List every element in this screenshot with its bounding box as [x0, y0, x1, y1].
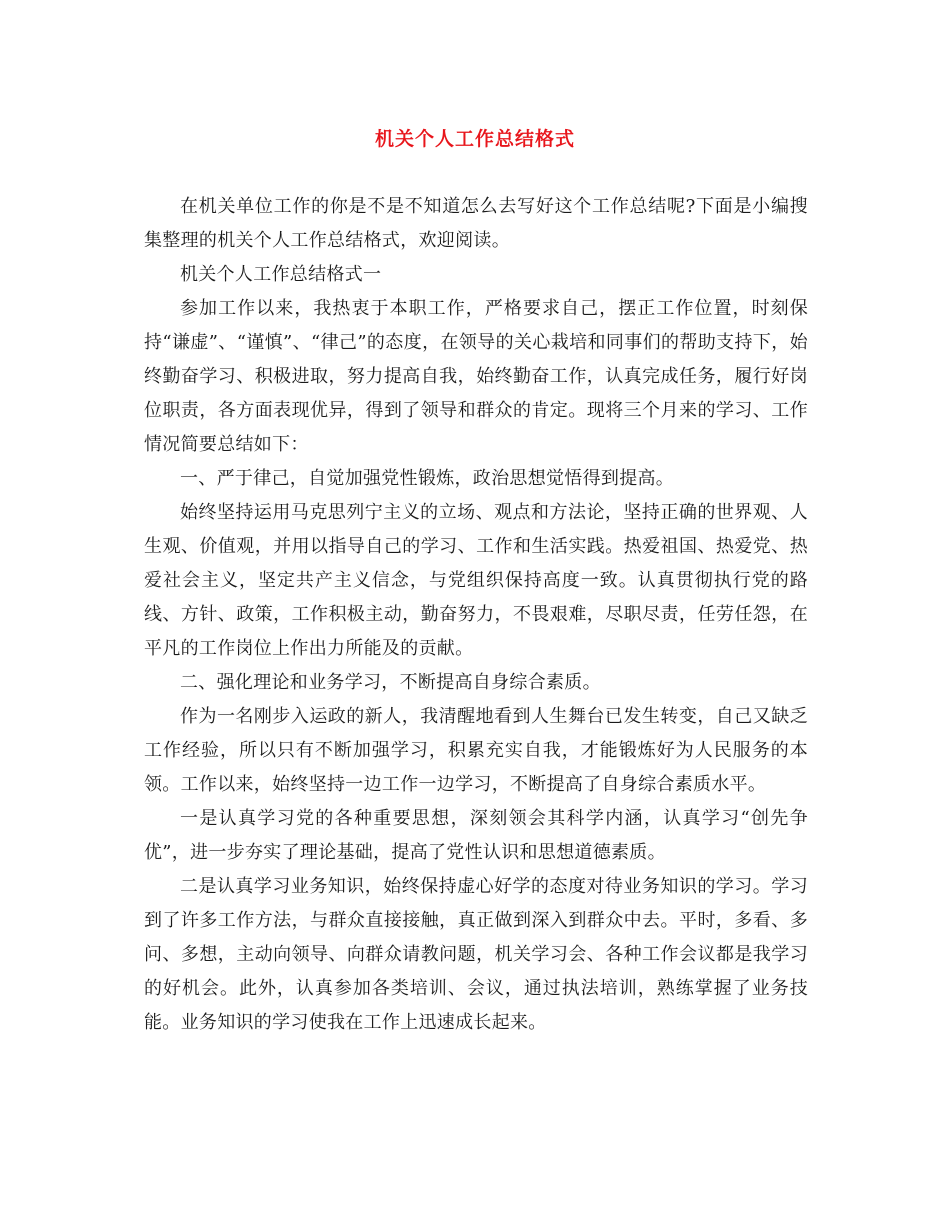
paragraph-opening: 参加工作以来，我热衷于本职工作，严格要求自己，摆正工作位置，时刻保持“谦虚”、“谨慎”、“律己”的态度，在领导的关心栽培和同事们的帮助支持下，始终勤奋学习、积极进取，努力提高自我，始终勤奋工作，认真完成任务，履行好岗位职责，各方面表现优异，得到了领导和群众的肯定。现将三个月来的学习、工作情况简要总结如下： — [144, 298, 808, 455]
document-body — [144, 190, 808, 1040]
paragraph-intro: 在机关单位工作的你是不是不知道怎么去写好这个工作总结呢?下面是小编搜集整理的机关个人工作总结格式，欢迎阅读。 — [144, 196, 808, 251]
paragraph-point-1: 一是认真学习党的各种重要思想，深刻领会其科学内涵，认真学习“创先争优”，进一步夯实了理论基础，提高了党性认识和思想道德素质。 — [144, 808, 808, 863]
paragraph-point-2: 二是认真学习业务知识，始终保持虚心好学的态度对待业务知识的学习。学习到了许多工作方法，与群众直接接触，真正做到深入到群众中去。平时，多看、多问、多想，主动向领导、向群众请教问题，机关学习会、各种工作会议都是我学习的好机会。此外，认真参加各类培训、会议，通过执法培训，熟练掌握了业务技能。业务知识的学习使我在工作上迅速成长起来。 — [144, 876, 808, 1033]
paragraph-subheading: 机关个人工作总结格式一 — [180, 264, 382, 285]
paragraph-section-2-body: 作为一名刚步入运政的新人，我清醒地看到人生舞台已发生转变，自己又缺乏工作经验，所以只有不断加强学习，积累充实自我，才能锻炼好为人民服务的本领。工作以来，始终坚持一边工作一边学习，不断提高了自身综合素质水平。 — [144, 706, 808, 795]
paragraph-section-2-heading: 二、强化理论和业务学习，不断提高自身综合素质。 — [180, 672, 601, 693]
document-title: 机关个人工作总结格式 — [374, 128, 575, 150]
paragraph-section-1-heading: 一、严于律己，自觉加强党性锻炼，政治思想觉悟得到提高。 — [180, 468, 675, 489]
paragraph-section-1-body: 始终坚持运用马克思列宁主义的立场、观点和方法论，坚持正确的世界观、人生观、价值观，并用以指导自己的学习、工作和生活实践。热爱祖国、热爱党、热爱社会主义，坚定共产主义信念，与党组织保持高度一致。认真贯彻执行党的路线、方针、政策，工作积极主动，勤奋努力，不畏艰难，尽职尽责，任劳任怨，在平凡的工作岗位上作出力所能及的贡献。 — [144, 502, 808, 659]
